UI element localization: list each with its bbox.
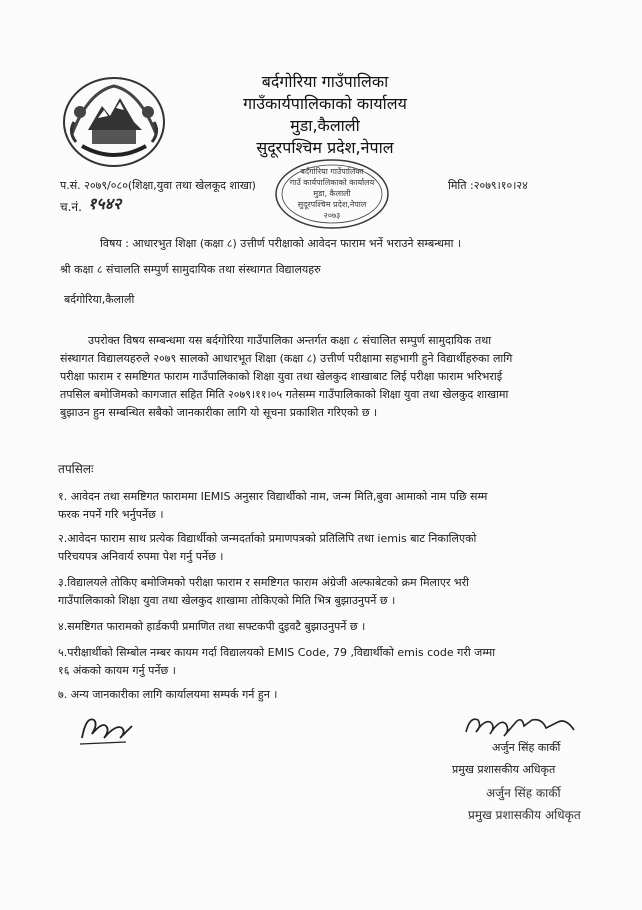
list-item <box>58 618 588 636</box>
item-2-line-2: परिचयपत्र अनिवार्य रुपमा पेश गर्नु पर्नेछ । <box>58 550 224 563</box>
list-item <box>58 574 588 610</box>
stamp-line-4: सुदूरपश्चिम प्रदेश,नेपाल <box>297 200 367 209</box>
stamp-line-2: गाउँ कार्यपालिकाको कार्यालय <box>289 178 375 187</box>
officer-name-stamp <box>462 778 612 838</box>
body-line-3: परीक्षा फाराम र समष्टिगत फाराम गाउँपालिकाको शिक्षा युवा तथा खेलकुद शाखाबाट लिई परीक्षा फाराम भरिभराई <box>60 370 503 383</box>
body-line-2: संस्थागत विद्यालयहरुले २०७९ सालको आधारभूत शिक्षा (कक्षा ८) उत्तीर्ण परीक्षामा सहभागी हुने विद्यार्थीहरुका लागि <box>60 352 513 365</box>
header-line-province: सुदूरपश्चिम प्रदेश,नेपाल <box>256 138 394 157</box>
stamp-officer-name: अर्जुन सिंह कार्की <box>486 786 561 800</box>
list-item <box>58 686 588 704</box>
signatory-name: अर्जुन सिंह कार्की <box>492 741 561 754</box>
stamp-line-1: बर्दगोरिया गाउँपालिका <box>300 167 364 176</box>
item-5-line-2: १६ अंकको कायम गर्नु पर्नेछ । <box>58 664 176 677</box>
letter-subject: विषय : आधारभुत शिक्षा (कक्षा ८) उत्तीर्ण परीक्षाको आवेदन फाराम भर्ने भराउने सम्बन्धमा । <box>100 237 462 250</box>
list-item <box>58 644 588 680</box>
addressee-line-1: श्री कक्षा ८ संचालति सम्पुर्ण सामुदायिक तथा संस्थागत विद्यालयहरु <box>60 263 321 276</box>
stamp-line-5: २०७३ <box>323 211 341 220</box>
left-signature-image <box>76 708 136 748</box>
right-signature-image <box>462 712 582 740</box>
stamp-officer-title: प्रमुख प्रशासकीय अधिकृत <box>468 808 581 822</box>
details-heading: तपसिलः <box>58 462 94 476</box>
header-line-location: मुडा,कैलाली <box>290 116 360 135</box>
body-line-5: बुझाउन हुन सम्बन्धित सबैको जानकारीका लागि यो सूचना प्रकाशित गरिएको छ । <box>60 406 378 419</box>
nepal-emblem-icon <box>58 72 170 172</box>
item-4-line-1: ४.समष्टिगत फारामको हार्डकपी प्रमाणित तथा सफ्टकपी दुइवटै बुझाउनुपर्ने छ । <box>58 620 366 633</box>
addressee-line-2: बर्दगोरिया,कैलाली <box>64 293 135 306</box>
item-3-line-2: गाउँपालिकाको शिक्षा युवा तथा खेलकुद शाखामा तोकिएको मिति भित्र बुझाउनुपर्ने छ । <box>58 594 396 607</box>
signatory-title: प्रमुख प्रशासकीय अधिकृत <box>452 763 556 776</box>
office-round-stamp <box>272 156 392 232</box>
item-3-line-1: ३.विद्यालयले तोकिए बमोजिमको परीक्षा फाराम र समष्टिगत फाराम अंग्रेजी अल्फाबेटको क्रम मिलाएर भरी <box>58 576 470 589</box>
letter-reference-number: प.सं. २०७९/०८०(शिक्षा,युवा तथा खेलकूद शाखा) <box>60 179 256 192</box>
letter-body <box>60 332 600 422</box>
list-item <box>58 530 588 566</box>
body-line-1: उपरोक्त विषय सम्बन्धमा यस बर्दगोरिया गाउँपालिका अन्तर्गत कक्षा ८ संचालित सम्पुर्ण सामुदायिक तथा <box>88 334 492 347</box>
item-7-line-1: ७. अन्य जानकारीका लागि कार्यालयमा सम्पर्क गर्न हुन । <box>58 688 278 701</box>
list-item <box>58 488 588 524</box>
body-line-4: तपसिल बमोजिमको कागजात सहित मिति २०७९।११।०५ गतेसम्म गाउँपालिकाको शिक्षा युवा तथा खेलकुद शाखामा <box>60 388 509 401</box>
header-line-office: गाउँकार्यपालिकाको कार्यालय <box>243 94 407 113</box>
item-2-line-1: २.आवेदन फाराम साथ प्रत्येक विद्यार्थीको जन्मदर्ताको प्रमाणपत्रको प्रतिलिपि तथा iemis बाट निकालिएको <box>58 532 477 545</box>
dispatch-number-label: च.नं. <box>60 200 82 214</box>
header-line-municipality: बर्दगोरिया गाउँपालिका <box>261 72 389 91</box>
letter-date: मिति :२०७९।१०।२४ <box>448 179 528 192</box>
dispatch-number-handwritten: १५४२ <box>88 194 122 213</box>
stamp-line-3: मुडा, कैलाली <box>313 189 351 198</box>
item-5-line-1: ५.परीक्षार्थीको सिम्बोल नम्बर कायम गर्दा विद्यालयको EMIS Code, 79 ,विद्यार्थीको emis code गरी जम्मा <box>58 646 496 659</box>
item-1-line-1: १. आवेदन तथा समष्टिगत फाराममा IEMIS अनुसार विद्यार्थीको नाम, जन्म मिति,बुवा आमाको नाम पछि सम्म <box>58 490 488 503</box>
item-1-line-2: फरक नपर्ने गरि भर्नुपर्नेछ । <box>58 508 164 521</box>
